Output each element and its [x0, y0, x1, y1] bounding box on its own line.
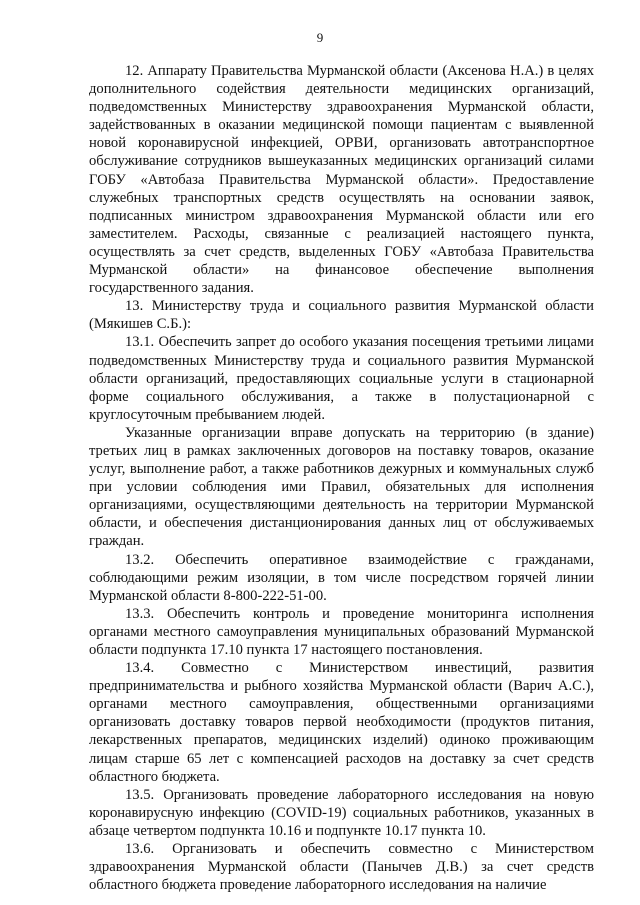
paragraph-13: 13. Министерству труда и социального развития Мурманской области (Мякишев С.Б.): [89, 298, 594, 333]
paragraph-13-4: 13.4. Совместно с Министерством инвестиций, развития предпринимательства и рыбного хозяйства Мурманской области (Варич А.С.), органами местного самоуправления, общественными организациями организовать доставку товаров первой необходимости (продуктов питания, лекарственных препаратов, медицинских изделий) одиноко проживающим лицам старше 65 лет с компенсацией расходов на доставку за счет средств областного бюджета. [89, 660, 594, 785]
document-body [89, 62, 594, 894]
paragraph-13-1-access: Указанные организации вправе допускать на территорию (в здание) третьих лиц в рамках заключенных договоров на поставку товаров, оказание услуг, выполнение работ, а также работников дежурных и коммунальных служб при условии соблюдения ими Правил, обязательных для исполнения организациями, осуществляющими деятельность на территории Мурманской области, и обеспечения дистанционирования данных лиц от обслуживаемых граждан. [89, 424, 594, 550]
paragraph-13-5: 13.5. Организовать проведение лабораторного исследования на новую коронавирусную инфекцию (COVID-19) социальных работников, указанных в абзаце четвертом подпункта 10.16 и подпункте 10.17 пункта 10. [89, 786, 594, 839]
paragraph-13-1: 13.1. Обеспечить запрет до особого указания посещения третьими лицами подведомственных Министерству труда и социального развития Мурманской области организаций, предоставляющих социальные услуги в стационарной форме социального обслуживания, а также в полустационарной с круглосуточным пребыванием людей. [89, 334, 594, 423]
paragraph-12: 12. Аппарату Правительства Мурманской области (Аксенова Н.А.) в целях дополнительного содействия деятельности медицинских организаций, подведомственных Министерству здравоохранения Мурманской области, задействованных в оказании медицинской помощи пациентам с выявленной новой коронавирусной инфекцией, ОРВИ, организовать автотранспортное обслуживание сотрудников вышеуказанных медицинских организаций силами ГОБУ «Автобаза Правительства Мурманской области». Предоставление служебных транспортных средств осуществлять на основании заявок, подписанных министром здравоохранения Мурманской области или его заместителем. Расходы, связанные с реализацией настоящего пункта, осуществлять за счет средств, выделенных ГОБУ «Автобаза Правительства Мурманской области» на финансовое обеспечение выполнения государственного задания. [89, 63, 594, 297]
paragraph-13-2: 13.2. Обеспечить оперативное взаимодействие с гражданами, соблюдающими режим изоляции, в том числе посредством горячей линии Мурманской области 8-800-222-51-00. [89, 551, 594, 604]
page-number: 9 [316, 30, 324, 45]
paragraph-13-3: 13.3. Обеспечить контроль и проведение мониторинга исполнения органами местного самоуправления муниципальных образований Мурманской области подпункта 17.10 пункта 17 настоящего постановления. [89, 605, 594, 658]
paragraph-13-6: 13.6. Организовать и обеспечить совместно с Министерством здравоохранения Мурманской области (Панычев Д.В.) за счет средств областного бюджета проведение лабораторного исследования на наличие [89, 841, 594, 894]
